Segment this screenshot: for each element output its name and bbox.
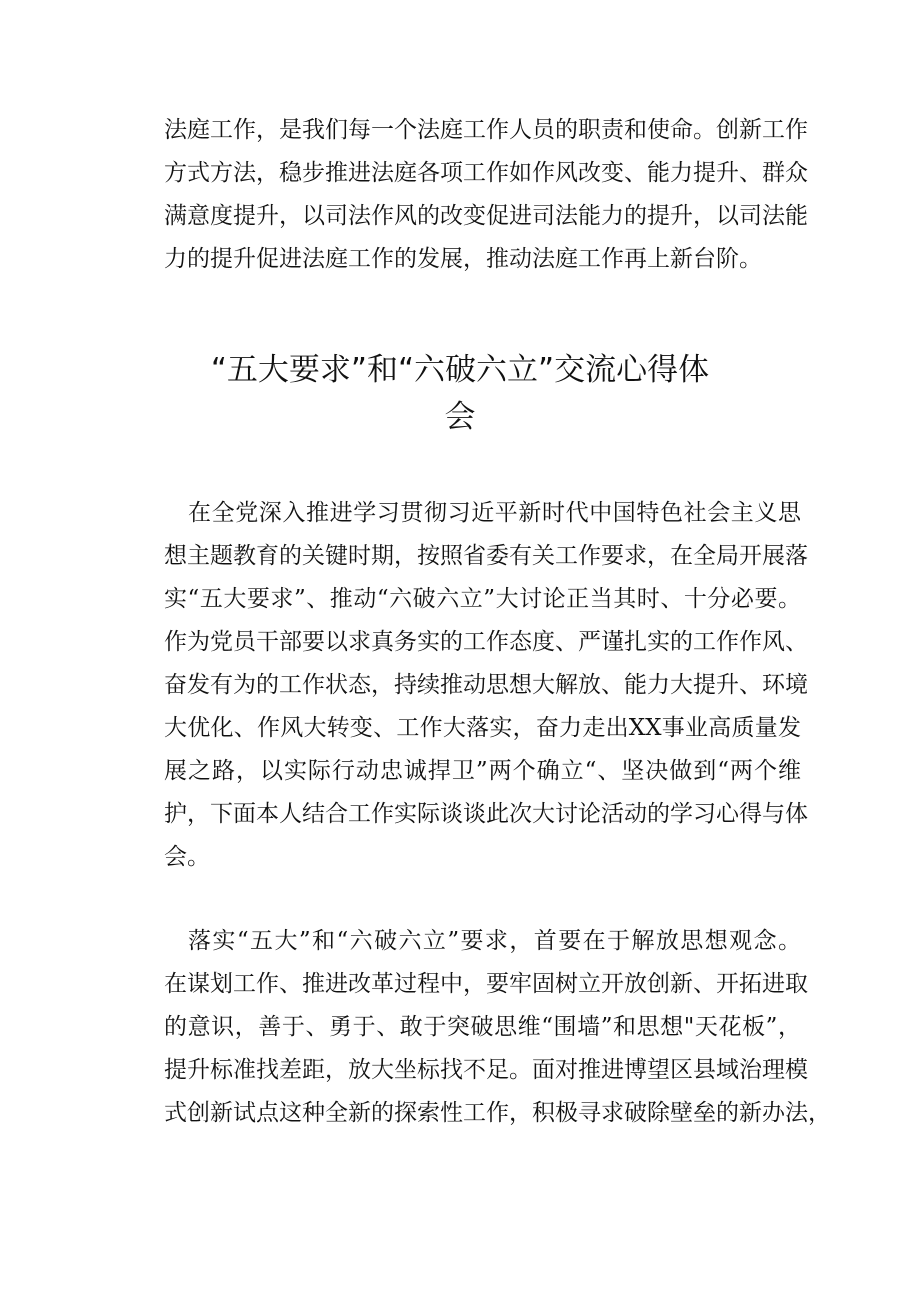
document-title: “五大要求”和“六破六立”交流心得体 (210, 352, 710, 388)
text-line: 实“五大要求”、推动“六破六立”大讨论正当其时、十分必要。 (164, 586, 801, 612)
text-line: 满意度提升，以司法作风的改变促进司法能力的提升，以司法能 (164, 203, 808, 229)
text-line: 方式方法，稳步推进法庭各项工作如作风改变、能力提升、群众 (164, 160, 808, 186)
text-line: 力的提升促进法庭工作的发展，推动法庭工作再上新台阶。 (164, 246, 762, 272)
text-line: 提升标准找差距，放大坐标找不足。面对推进博望区县域治理模 (164, 1057, 808, 1083)
text-line: 作为党员干部要以求真务实的工作态度、严谨扎实的工作作风、 (164, 629, 808, 655)
text-line: 奋发有为的工作状态，持续推动思想大解放、能力大提升、环境 (164, 672, 808, 698)
text-line: 护，下面本人结合工作实际谈谈此次大讨论活动的学习心得与体 (164, 801, 808, 827)
text-line: 想主题教育的关键时期，按照省委有关工作要求，在全局开展落 (164, 543, 808, 569)
text-line: 大优化、作风大转变、工作大落实，奋力走出XX事业高质量发 (164, 715, 801, 741)
text-line: 法庭工作，是我们每一个法庭工作人员的职责和使命。创新工作 (164, 117, 808, 143)
text-line: 落实“五大”和“六破六立”要求，首要在于解放思想观念。 (188, 928, 801, 954)
text-line: 展之路，以实际行动忠诚捍卫”两个确立“、坚决做到“两个维 (164, 758, 801, 784)
text-line: 在谋划工作、推进改革过程中，要牢固树立开放创新、开拓进取 (164, 971, 808, 997)
text-line: 在全党深入推进学习贯彻习近平新时代中国特色社会主义思 (188, 500, 801, 526)
text-line: 式创新试点这种全新的探索性工作，积极寻求破除壁垒的新办法， (164, 1100, 831, 1126)
document-title-continued: 会 (444, 399, 476, 435)
text-line: 的意识，善于、勇于、敢于突破思维“围墙”和思想"天花板”， (164, 1014, 801, 1040)
text-line: 会。 (164, 844, 210, 870)
